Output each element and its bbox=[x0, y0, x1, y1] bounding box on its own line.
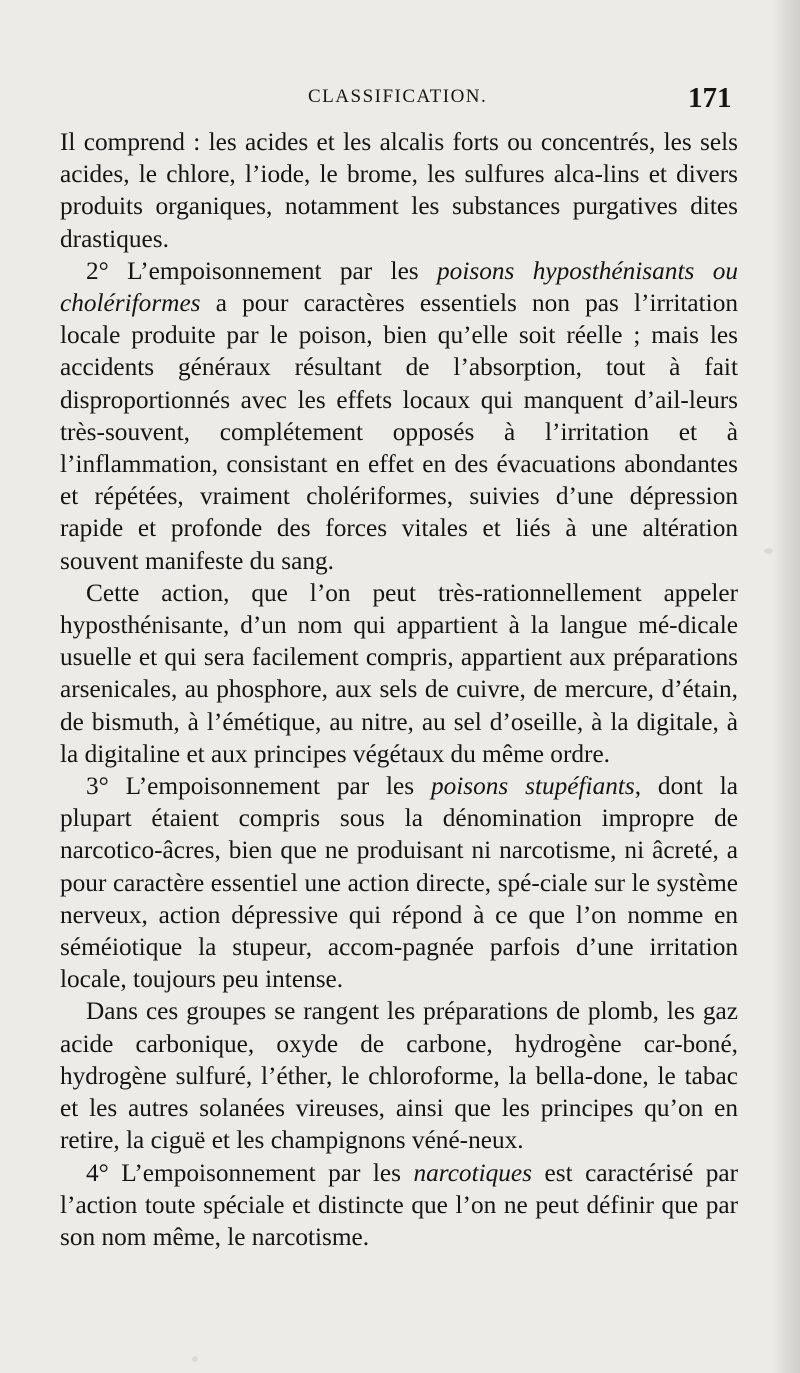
paragraph bbox=[60, 770, 738, 995]
italic-term: narcotiques bbox=[413, 1158, 533, 1187]
paragraph-text: Cette action, que l’on peut très-rationnellement appeler hyposthénisante, d’un nom qui appartient à la langue mé-dicale usuelle et qui sera facilement compris, appartient aux préparations arsenicales, au phosphore, aux sels de cuivre, de mercure, d’étain, de bismuth, à l’émétique, au nitre, au sel d’oseille, à la digitale, à la digitaline et aux principes végétaux du même ordre. bbox=[60, 578, 738, 768]
page-header bbox=[0, 82, 800, 116]
paragraph bbox=[60, 126, 738, 255]
paragraph-text: 3° L’empoisonnement par les bbox=[86, 772, 431, 801]
paragraph bbox=[60, 995, 738, 1156]
page-number: 171 bbox=[688, 82, 732, 114]
paragraph-text: a pour caractères essentiels non pas l’irritation locale produite par le poison, bien qu’elle soit réelle ; mais les accidents généraux résultant de l’absorption, tout à fait disproportionnés avec les effets locaux qui manquent d’ail-leurs très-souvent, complétement opposés à l’irritation et à l’inflammation, consistant en effet en des évacuations abondantes et répétées, vraiment cholériformes, suivies d’une dépression rapide et profonde des forces vitales et liés à une altération souvent manifeste du sang. bbox=[60, 289, 738, 575]
italic-term: poisons hyposthénisants ou cholériformes bbox=[60, 256, 738, 318]
paragraph-text: Dans ces groupes se rangent les préparations de plomb, les gaz acide carbonique, oxyde de carbone, hydrogène car-boné, hydrogène sulfuré, l’éther, le chloroforme, la bella-done, le tabac et les autres solanées vireuses, ainsi que les principes qu’on en retire, la ciguë et les champignons véné-neux. bbox=[60, 997, 738, 1155]
paragraph bbox=[60, 577, 738, 770]
paragraph bbox=[60, 1157, 738, 1254]
paragraph-text: 4° L’empoisonnement par les bbox=[86, 1158, 414, 1187]
body-text bbox=[60, 126, 738, 1253]
paragraph-text: est caractérisé par l’action toute spéciale et distincte que l’on ne peut définir que par son nom même, le narcotisme. bbox=[60, 1158, 738, 1251]
paragraph bbox=[60, 255, 738, 577]
page-edge-shadow bbox=[772, 0, 800, 1373]
paragraph-text: , dont la plupart étaient compris sous la dénomination impropre de narcotico-âcres, bien que ne produisant ni narcotisme, ni âcreté, a pour caractère essentiel une action directe, spé-ciale sur le système nerveux, action dépressive qui répond à ce que l’on nomme en séméiotique la stupeur, accom-pagnée parfois d’une irritation locale, toujours peu intense. bbox=[60, 772, 739, 994]
ink-smudge bbox=[764, 548, 773, 554]
paragraph-text: Il comprend : les acides et les alcalis forts ou concentrés, les sels acides, le chlore, l’iode, le brome, les sulfures alca-lins et divers produits organiques, notamment les substances purgatives dites drastiques. bbox=[60, 128, 738, 253]
paragraph-text: 2° L’empoisonnement par les bbox=[86, 256, 438, 285]
italic-term: poisons stupéfiants bbox=[430, 772, 635, 801]
ink-smudge bbox=[192, 1356, 198, 1362]
running-head: CLASSIFICATION. bbox=[308, 86, 488, 107]
